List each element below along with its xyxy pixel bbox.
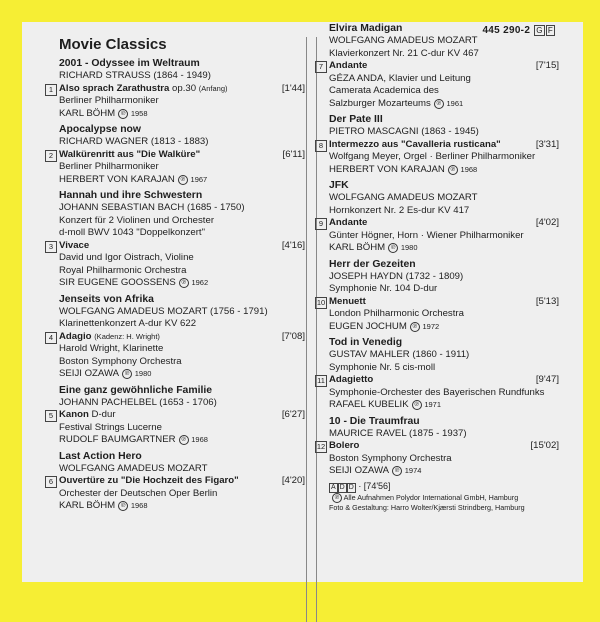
track-duration: [7'08] (281, 330, 305, 342)
composer-name: RICHARD STRAUSS (59, 70, 151, 81)
track-duration: [15'02] (530, 440, 559, 451)
composer-line (329, 126, 559, 139)
track-number: 7 (315, 61, 327, 73)
track-duration: [6'27] (281, 409, 305, 420)
composer-line (329, 428, 559, 441)
phonogram-icon: ℗ (179, 435, 189, 445)
add-code-box: D (339, 483, 345, 491)
performer-line (329, 465, 559, 478)
track (317, 374, 559, 387)
work-info: d-moll BWV 1043 "Doppelkonzert" (59, 227, 205, 238)
track-title: Andante (329, 60, 368, 71)
composer-dates: (1653 - 1706) (159, 396, 217, 408)
phonogram-icon: ℗ (410, 322, 420, 332)
performer-info: Orchester der Deutschen Oper Berlin (59, 487, 218, 499)
code-box: G (536, 26, 543, 35)
performer-name: SIR EUGENE GOOSSENS (59, 277, 176, 288)
copyright-line (329, 493, 559, 504)
performer-info: Wolfgang Meyer, Orgel · Berliner Philharmoniker (329, 151, 536, 162)
performer-name: RUDOLF BAUMGARTNER (59, 434, 176, 445)
composer-line (59, 397, 305, 410)
recording-year: 1967 (190, 174, 208, 184)
phonogram-icon: ℗ (178, 175, 188, 185)
composer-name: JOHANN SEBASTIAN BACH (59, 202, 185, 213)
track-duration: [4'20] (281, 475, 305, 486)
track (48, 409, 305, 422)
work-info: Hornkonzert Nr. 2 Es-dur KV 417 (329, 204, 470, 216)
performer-name: RAFAEL KUBELIK (329, 399, 409, 410)
add-code-box: D (348, 483, 354, 491)
track (48, 330, 305, 344)
divider (306, 37, 307, 622)
composer-name: WOLFGANG AMADEUS MOZART (329, 192, 478, 203)
track-duration: [3'31] (535, 138, 559, 150)
film-title: Last Action Hero (59, 450, 142, 462)
divider (316, 37, 317, 622)
phonogram-icon: ℗ (179, 278, 189, 288)
film-title: JFK (329, 180, 349, 191)
composer-name: WOLFGANG AMADEUS MOZART (59, 305, 208, 317)
performer-name: HERBERT VON KARAJAN (59, 173, 175, 185)
page-title: Movie Classics (59, 36, 167, 53)
performer-name: SEIJI OZAWA (329, 465, 390, 476)
phonogram-icon: ℗ (118, 109, 128, 119)
composer-dates: (1756 - 1791) (210, 305, 268, 317)
performer-line (59, 368, 305, 381)
recording-year: 1962 (191, 278, 209, 287)
recording-year: 1980 (400, 243, 418, 252)
performer-name: KARL BÖHM (59, 500, 116, 511)
track-number: 5 (45, 410, 57, 422)
add-code (329, 481, 559, 493)
performer-name: EUGEN JOCHUM (329, 320, 407, 332)
performer-line (59, 108, 305, 121)
performer-info: Royal Philharmonic Orchestra (59, 264, 187, 276)
right-column (316, 22, 559, 514)
composer-line (59, 463, 305, 476)
recording-year: 1968 (460, 164, 478, 174)
copyright-text: Alle Aufnahmen Polydor International GmbH, Hamburg (343, 492, 519, 502)
track (48, 475, 305, 488)
add-code-box: A (331, 483, 336, 491)
performer-name: HERBERT VON KARAJAN (329, 163, 445, 175)
composer-dates: (1860 - 1911) (412, 349, 470, 360)
composer-dates: (1732 - 1809) (405, 270, 464, 282)
phonogram-icon: ℗ (412, 400, 422, 410)
credits-line: Foto & Gestaltung: Harro Wolter/Kjærsti Strindberg, Hamburg (329, 503, 525, 512)
track-title: Kanon (59, 409, 89, 420)
composer-line (59, 306, 305, 319)
work-info: Konzert für 2 Violinen und Orchester (59, 214, 215, 226)
phonogram-icon: ℗ (122, 369, 132, 379)
phonogram-icon: ℗ (392, 466, 402, 476)
booklet-panel (22, 22, 583, 582)
film-title: Apocalypse now (59, 124, 141, 135)
composer-dates: (1685 - 1750) (186, 202, 245, 213)
performer-info: Camerata Academica des (329, 85, 439, 96)
track-duration: [4'16] (281, 239, 305, 251)
track-number: 10 (316, 297, 326, 307)
performer-info: Harold Wright, Klarinette (59, 343, 164, 354)
performer-info: David und Igor Oistrach, Violine (59, 252, 194, 263)
composer-name: JOHANN PACHELBEL (59, 396, 157, 408)
track (48, 148, 305, 162)
track-number: 12 (316, 442, 326, 451)
track (318, 138, 559, 152)
recording-year: 1968 (191, 435, 208, 444)
track-title: Walkürenritt aus "Die Walküre" (59, 148, 201, 160)
track-duration: [9'47] (535, 374, 559, 385)
performer-name: KARL BÖHM (59, 107, 116, 119)
phonogram-icon: ℗ (434, 99, 444, 109)
track-note: (Kadenz: H. Wright) (94, 331, 160, 341)
performer-name: Salzburger Mozarteums (329, 97, 431, 109)
composer-line (329, 192, 559, 205)
composer-name: MAURICE RAVEL (329, 427, 407, 439)
track-duration: [5'13] (535, 295, 559, 307)
composer-line (329, 271, 559, 284)
track-number: 6 (45, 476, 57, 488)
performer-info: Symphonie-Orchester des Bayerischen Rundfunks (329, 386, 545, 398)
film-title: Tod in Venedig (329, 337, 403, 348)
phonogram-icon: ℗ (118, 501, 128, 511)
composer-line (59, 136, 305, 149)
track-number: 4 (45, 332, 57, 344)
film-title: Jenseits von Afrika (59, 293, 154, 305)
performer-info: Günter Högner, Horn · Wiener Philharmoniker (329, 229, 524, 241)
composer-name: RICHARD WAGNER (59, 136, 149, 147)
track (316, 295, 559, 309)
film-title: Hannah und ihre Schwestern (59, 190, 203, 201)
composer-name: PIETRO MASCAGNI (329, 126, 419, 137)
film-title: 2001 - Odyssee im Weltraum (59, 58, 200, 69)
track-note: (Anfang) (198, 83, 228, 93)
track (48, 82, 305, 96)
film-title: 10 - Die Traumfrau (329, 415, 420, 427)
code-box: F (547, 26, 553, 35)
performer-line (59, 277, 305, 290)
composer-line (59, 202, 305, 215)
track-duration: [6'11] (282, 148, 305, 160)
left-column (48, 57, 305, 513)
work-info: Symphonie Nr. 5 cis-moll (329, 361, 436, 373)
track-title: Adagietto (329, 374, 374, 385)
track-number: 8 (315, 140, 327, 152)
track-number: 3 (45, 241, 57, 253)
phonogram-icon: ℗ (388, 243, 398, 253)
recording-year: 1968 (130, 501, 148, 510)
track-title: Intermezzo aus "Cavalleria rusticana" (329, 138, 501, 150)
composer-name: WOLFGANG AMADEUS MOZART (59, 462, 208, 474)
track-title: Ouvertüre zu "Die Hochzeit des Figaro" (59, 475, 239, 486)
phonogram-icon: ℗ (332, 493, 342, 503)
composer-dates: (1863 - 1945) (421, 126, 479, 137)
composer-dates: (1813 - 1883) (150, 136, 209, 147)
composer-line (329, 35, 559, 48)
track-number: 2 (45, 150, 57, 162)
track-number: 1 (45, 84, 57, 96)
film-title: Elvira Madigan (329, 23, 403, 34)
performer-name: KARL BÖHM (329, 242, 386, 253)
performer-info: GÉZA ANDA, Klavier und Leitung (329, 72, 471, 84)
work-info: Klavierkonzert Nr. 21 C-dur KV 467 (329, 47, 479, 59)
track-duration: [4'02] (535, 217, 559, 228)
performer-info: Festival Strings Lucerne (59, 421, 162, 433)
track-title: Also sprach Zarathustra (59, 82, 170, 94)
catalog-number-text: 445 290-2 (482, 25, 531, 36)
performer-info: London Philharmonic Orchestra (329, 308, 464, 319)
track-duration: [7'15] (535, 60, 559, 71)
work-info: Symphonie Nr. 104 D-dur (329, 283, 438, 294)
composer-line (329, 349, 559, 362)
performer-line (59, 174, 305, 187)
recording-year: 1961 (446, 98, 464, 108)
track-duration: [1'44] (281, 82, 305, 94)
composer-name: JOSEPH HAYDN (329, 270, 403, 282)
composer-line (59, 70, 305, 83)
composer-name: WOLFGANG AMADEUS MOZART (329, 35, 478, 46)
performer-line (329, 242, 559, 255)
track (318, 217, 559, 230)
track-title: Andante (329, 217, 368, 228)
phonogram-icon: ℗ (448, 165, 458, 175)
recording-year: 1974 (404, 466, 422, 475)
track-key: D-dur (91, 409, 116, 420)
performer-info: Berliner Philharmoniker (59, 161, 159, 172)
composer-name: GUSTAV MAHLER (329, 349, 410, 360)
total-duration: · [74'56] (358, 480, 391, 491)
recording-year: 1980 (134, 369, 152, 378)
track-title: Bolero (329, 440, 360, 451)
performer-info: Boston Symphony Orchestra (59, 355, 182, 367)
film-title: Herr der Gezeiten (329, 258, 416, 270)
track-key: op.30 (172, 82, 197, 94)
composer-dates: (1875 - 1937) (408, 427, 467, 439)
track-number: 11 (315, 375, 327, 387)
performer-line (329, 98, 559, 111)
composer-dates: (1864 - 1949) (153, 70, 211, 81)
recording-year: 1958 (130, 108, 148, 118)
track-title: Vivace (59, 239, 90, 251)
film-title: Eine ganz gewöhnliche Familie (59, 384, 213, 396)
track-title: Adagio (59, 330, 92, 342)
recording-year: 1972 (422, 321, 440, 331)
performer-info: Berliner Philharmoniker (59, 95, 159, 106)
work-info: Klarinettenkonzert A-dur KV 622 (59, 318, 197, 329)
performer-line (59, 500, 305, 513)
performer-name: SEIJI OZAWA (59, 368, 120, 379)
film-title: Der Pate III (329, 114, 383, 125)
track (48, 239, 305, 253)
track-number: 9 (315, 218, 327, 230)
recording-year: 1971 (424, 400, 441, 409)
track-title: Menuett (329, 295, 366, 307)
performer-line (329, 399, 559, 412)
performer-info: Boston Symphony Orchestra (329, 452, 452, 464)
track (318, 60, 559, 73)
performer-line (329, 164, 559, 177)
performer-line (59, 434, 305, 447)
track (316, 440, 559, 453)
performer-line (329, 321, 559, 334)
